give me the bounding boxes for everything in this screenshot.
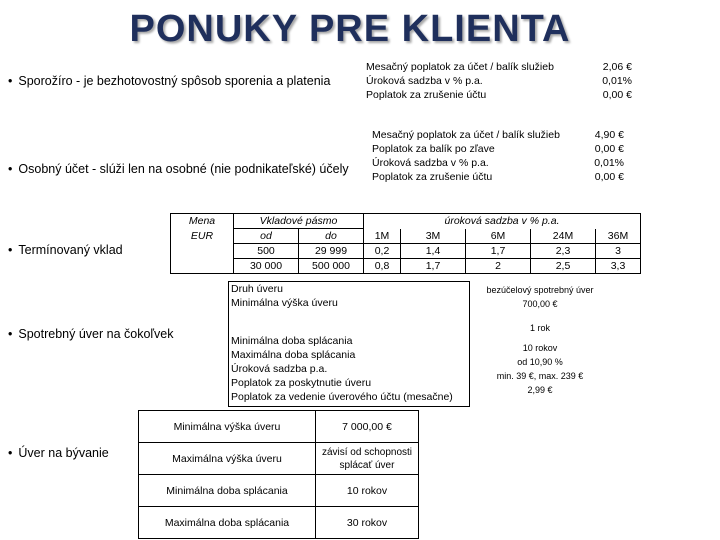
table-row (370, 142, 626, 156)
rate-cell: 0,2 (364, 244, 401, 259)
byvanie-table (138, 410, 419, 539)
value-sadzba: od 10,90 % (517, 357, 563, 367)
row-value: 7 000,00 € (316, 411, 419, 443)
bullet-text: Úver na bývanie (18, 446, 109, 460)
table-row (139, 507, 419, 539)
label-poskytnutie: Poplatok za poskytnutie úveru (231, 377, 372, 389)
rate-cell: 2 (466, 259, 531, 274)
rate-cell: 1,7 (466, 244, 531, 259)
rate-cell: 1,7 (401, 259, 466, 274)
sporoziro-table (364, 60, 634, 102)
pasmo-header: Vkladové pásmo (234, 214, 364, 229)
spotrebny-labels (228, 281, 470, 407)
rate-cell: 1,4 (401, 244, 466, 259)
row-value: 2,06 € (602, 61, 632, 73)
row-value: 0,00 € (594, 171, 624, 183)
bullet-dot-icon: • (8, 446, 13, 460)
term-3m: 3M (401, 229, 466, 244)
page-title: PONUKY PRE KLIENTA (129, 8, 571, 50)
spotrebny-values (470, 283, 610, 397)
sadzba-header: úroková sadzba v % p.a. (364, 214, 641, 229)
row-label: Poplatok za balík po zľave (372, 143, 495, 155)
osobny-table (370, 128, 626, 184)
mena-header: Mena (171, 214, 234, 229)
row-value: 0,00 € (594, 143, 624, 155)
table-row (139, 411, 419, 443)
table-row (370, 128, 626, 142)
bullet-dot-icon: • (8, 74, 13, 88)
row-label: Maximálna výška úveru (139, 443, 316, 475)
row-value: 4,90 € (594, 129, 624, 141)
bullet-dot-icon: • (8, 162, 13, 176)
pasmo-do: 500 000 (299, 259, 364, 274)
pasmo-od: 500 (234, 244, 299, 259)
rate-cell: 0,8 (364, 259, 401, 274)
do-header: do (299, 229, 364, 244)
row-label: Mesačný poplatok za účet / balík služieb (372, 129, 560, 141)
term-24m: 24M (531, 229, 596, 244)
pasmo-do: 29 999 (299, 244, 364, 259)
table-row (171, 259, 641, 274)
rate-cell: 2,5 (531, 259, 596, 274)
term-1m: 1M (364, 229, 401, 244)
bullet-text: Termínovaný vklad (18, 243, 123, 257)
row-label: Minimálna výška úveru (139, 411, 316, 443)
row-label: Maximálna doba splácania (139, 507, 316, 539)
row-label: Poplatok za zrušenie účtu (372, 171, 493, 183)
row-label: Úroková sadzba v % p.a. (372, 157, 489, 169)
row-value: závisí od schopnosti splácať úver (316, 443, 419, 475)
label-druh: Druh úveru (231, 283, 283, 295)
row-label: Minimálna doba splácania (139, 475, 316, 507)
term-36m: 36M (596, 229, 641, 244)
bullet-text: Spotrebný úver na čokoľvek (18, 327, 174, 341)
term-6m: 6M (466, 229, 531, 244)
table-row (364, 88, 634, 102)
value-min-doba: 1 rok (529, 323, 550, 333)
row-label: Poplatok za zrušenie účtu (366, 89, 487, 101)
bullet-text: Osobný účet - slúži len na osobné (nie podnikateľské) účely (18, 162, 349, 176)
table-row (139, 475, 419, 507)
pasmo-od: 30 000 (234, 259, 299, 274)
bullet-text: Sporožíro - je bezhotovostný spôsob sporenia a platenia (18, 74, 331, 88)
table-row (171, 244, 641, 259)
terminovany-table (170, 213, 641, 274)
label-min-vyska: Minimálna výška úveru (231, 297, 338, 309)
row-value: 0,01% (594, 157, 624, 169)
value-min-vyska: 700,00 € (522, 299, 558, 309)
bullet-dot-icon: • (8, 327, 13, 341)
mena-value: EUR (171, 229, 234, 274)
rate-cell: 3,3 (596, 259, 641, 274)
bullet-osobny-ucet (8, 162, 349, 176)
rate-cell: 3 (596, 244, 641, 259)
row-value: 30 rokov (316, 507, 419, 539)
value-max-doba: 10 rokov (522, 343, 558, 353)
table-row (364, 60, 634, 74)
bullet-terminovany-vklad (8, 243, 123, 257)
rate-cell: 2,3 (531, 244, 596, 259)
table-row (370, 170, 626, 184)
value-vedenie: 2,99 € (527, 385, 553, 395)
od-header: od (234, 229, 299, 244)
label-min-doba: Minimálna doba splácania (231, 335, 353, 347)
table-row (370, 156, 626, 170)
row-value: 0,00 € (602, 89, 632, 101)
value-poskytnutie: min. 39 €, max. 239 € (496, 371, 584, 381)
row-value: 10 rokov (316, 475, 419, 507)
row-label: Úroková sadzba v % p.a. (366, 75, 483, 87)
label-sadzba: Úroková sadzba p.a. (231, 363, 328, 375)
bullet-spotrebny-uver (8, 327, 174, 341)
label-vedenie: Poplatok za vedenie úverového účtu (mesačne) (231, 391, 453, 403)
table-row (139, 443, 419, 475)
table-row (364, 74, 634, 88)
bullet-uver-na-byvanie (8, 446, 109, 460)
label-max-doba: Maximálna doba splácania (231, 349, 356, 361)
row-label: Mesačný poplatok za účet / balík služieb (366, 61, 554, 73)
bullet-sporoziro (8, 74, 330, 88)
row-value: 0,01% (602, 75, 632, 87)
bullet-dot-icon: • (8, 243, 13, 257)
value-druh: bezúčelový spotrebný úver (486, 285, 594, 295)
